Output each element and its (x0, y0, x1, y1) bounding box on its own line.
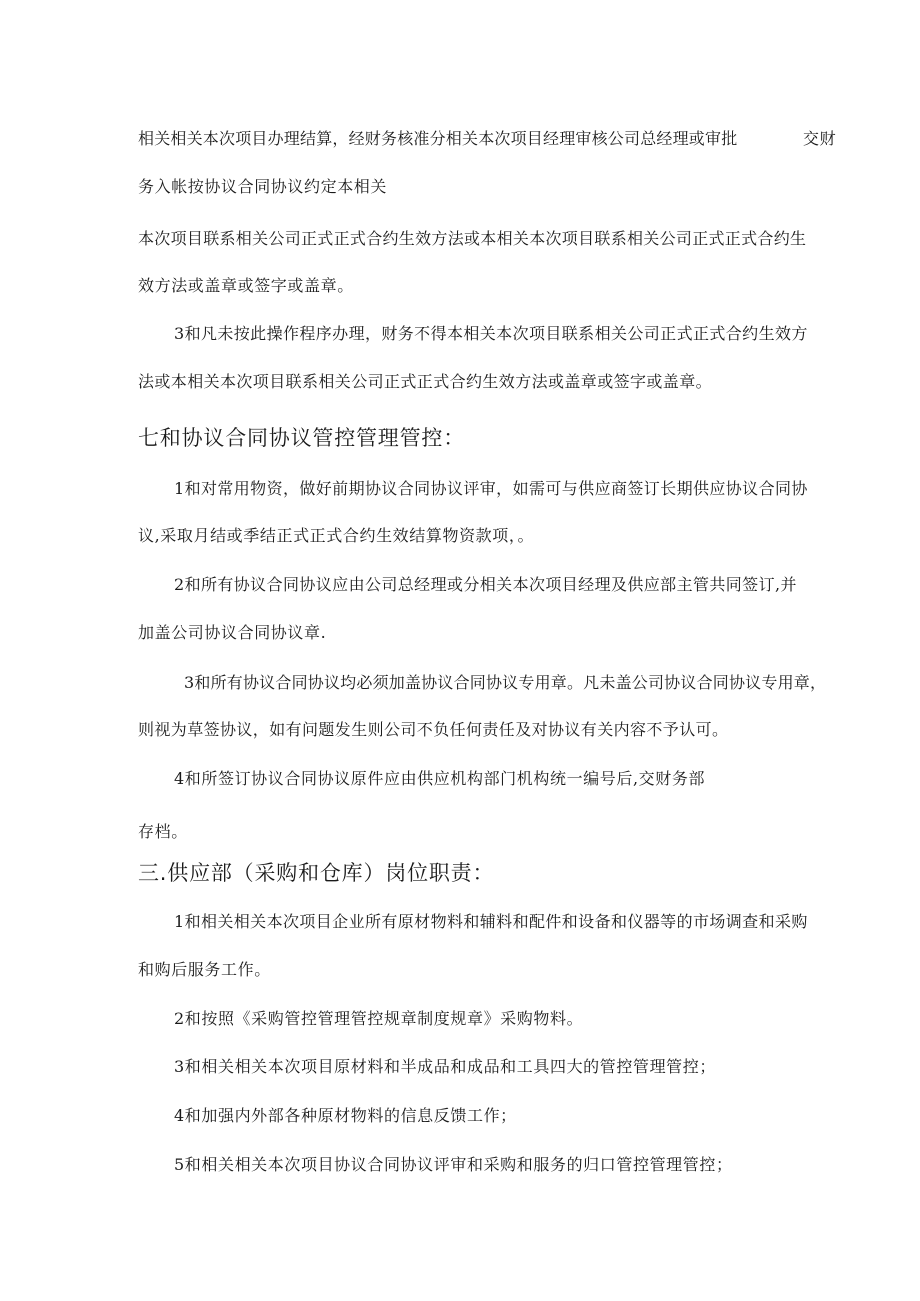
paragraph-line: 本次项目联系相关公司正式正式合约生效方法或本相关本次项目联系相关公司正式正式合约生 (138, 229, 807, 248)
paragraph-line: 5和相关相关本次项目协议合同协议评审和采购和服务的归口管控管理管控； (174, 1155, 733, 1174)
paragraph-line: 4和所签订协议合同协议原件应由供应机构部门机构统一编号后,交财务部 (174, 769, 706, 788)
paragraph-line: 1和对常用物资，做好前期协议合同协议评审，如需可与供应商签订长期供应协议合同协 (174, 479, 808, 498)
paragraph-line: 和购后服务工作。 (138, 960, 271, 979)
paragraph-line: 议,采取月结或季结正式正式合约生效结算物资款项，。 (138, 526, 535, 545)
paragraph-line: 3和凡未按此操作程序办理，财务不得本相关本次项目联系相关公司正式正式合约生效方 (174, 324, 808, 343)
paragraph-line: 3和相关相关本次项目原材料和半成品和成品和工具四大的管控管理管控； (174, 1057, 716, 1076)
paragraph-line: 2和按照《采购管控管理管控规章制度规章》采购物料。 (174, 1009, 584, 1028)
paragraph-line: 4和加强内外部各种原材物料的信息反馈工作； (174, 1106, 517, 1125)
paragraph-line: 效方法或盖章或签字或盖章。 (138, 276, 354, 295)
paragraph-line: 则视为草签协议，如有问题发生则公司不负任何责任及对协议有关内容不予认可。 (138, 720, 729, 739)
section-heading: 七和协议合同协议管控管理管控： (138, 426, 465, 450)
paragraph-line: 务入帐按协议合同协议约定本相关 (138, 177, 388, 196)
paragraph-line: 加盖公司协议合同协议章. (138, 623, 327, 642)
paragraph-line: 3和所有协议合同协议均必须加盖协议合同协议专用章。凡未盖公司协议合同协议专用章， (184, 673, 827, 692)
paragraph-line: 交财 (803, 129, 837, 148)
paragraph-line: 1和相关相关本次项目企业所有原材物料和辅料和配件和设备和仪器等的市场调查和采购 (174, 912, 808, 931)
paragraph-line: 法或本相关本次项目联系相关公司正式正式合约生效方法或盖章或签字或盖章。 (138, 372, 713, 391)
paragraph-line: 存档。 (138, 822, 188, 841)
paragraph-line: 相关相关本次项目办理结算，经财务核准分相关本次项目经理审核公司总经理或审批 (138, 129, 738, 148)
section-heading: 三.供应部（采购和仓库）岗位职责： (138, 861, 495, 885)
paragraph-line: 2和所有协议合同协议应由公司总经理或分相关本次项目经理及供应部主管共同签订,并 (174, 575, 797, 594)
